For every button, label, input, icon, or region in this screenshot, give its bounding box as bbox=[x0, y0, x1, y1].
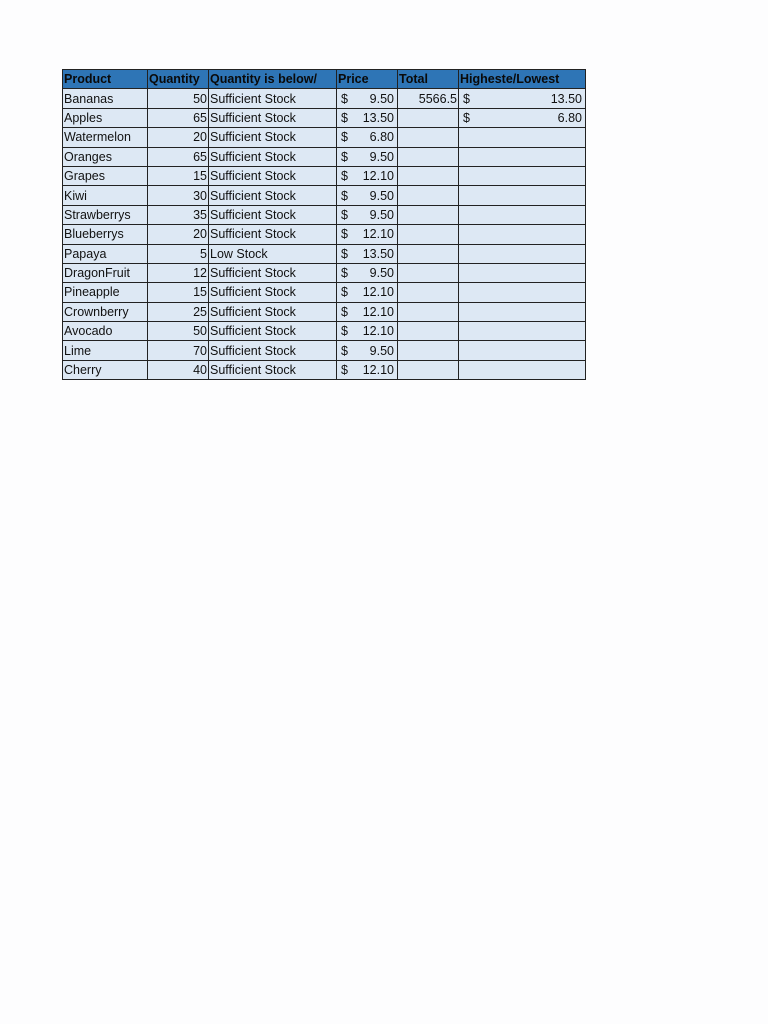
cell-product[interactable]: Avocado bbox=[63, 322, 148, 341]
cell-status[interactable]: Sufficient Stock bbox=[209, 186, 337, 205]
cell-quantity[interactable]: 50 bbox=[148, 322, 209, 341]
currency-symbol: $ bbox=[341, 110, 348, 125]
header-total[interactable]: Total bbox=[398, 70, 459, 89]
price-amount: 13.50 bbox=[362, 110, 394, 125]
table-row bbox=[63, 225, 586, 244]
cell-price[interactable] bbox=[337, 263, 398, 282]
currency-symbol: $ bbox=[341, 324, 348, 339]
currency-symbol: $ bbox=[341, 207, 348, 222]
price-amount: 9.50 bbox=[369, 266, 394, 281]
price-amount: 9.50 bbox=[369, 207, 394, 222]
header-quantity[interactable]: Quantity bbox=[148, 70, 209, 89]
cell-status[interactable]: Low Stock bbox=[209, 244, 337, 263]
price-amount: 12.10 bbox=[362, 304, 394, 319]
cell-total[interactable] bbox=[398, 302, 459, 321]
cell-price[interactable] bbox=[337, 360, 398, 379]
cell-status[interactable]: Sufficient Stock bbox=[209, 302, 337, 321]
table-row bbox=[63, 166, 586, 185]
table-body bbox=[63, 89, 586, 380]
cell-status[interactable]: Sufficient Stock bbox=[209, 283, 337, 302]
cell-status[interactable]: Sufficient Stock bbox=[209, 360, 337, 379]
cell-total[interactable] bbox=[398, 244, 459, 263]
price-value bbox=[338, 109, 396, 127]
header-price[interactable]: Price bbox=[337, 70, 398, 89]
currency-symbol: $ bbox=[341, 266, 348, 281]
header-highest-lowest[interactable]: Higheste/Lowest bbox=[459, 70, 586, 89]
price-amount: 9.50 bbox=[369, 149, 394, 164]
currency-symbol: $ bbox=[341, 285, 348, 300]
cell-highest-lowest[interactable] bbox=[459, 263, 586, 282]
currency-symbol: $ bbox=[341, 227, 348, 242]
currency-symbol: $ bbox=[463, 110, 470, 125]
cell-highest-lowest[interactable] bbox=[459, 360, 586, 379]
cell-product[interactable]: Cherry bbox=[63, 360, 148, 379]
currency-symbol: $ bbox=[341, 130, 348, 145]
cell-total[interactable] bbox=[398, 283, 459, 302]
price-value bbox=[338, 264, 396, 282]
cell-highest-lowest[interactable] bbox=[459, 205, 586, 224]
table-row bbox=[63, 341, 586, 360]
currency-symbol: $ bbox=[463, 91, 470, 106]
price-value bbox=[338, 322, 396, 340]
cell-status[interactable]: Sufficient Stock bbox=[209, 128, 337, 147]
cell-product[interactable]: Lime bbox=[63, 341, 148, 360]
cell-highest-lowest[interactable] bbox=[459, 128, 586, 147]
cell-price[interactable] bbox=[337, 128, 398, 147]
cell-quantity[interactable]: 70 bbox=[148, 341, 209, 360]
price-value bbox=[338, 128, 396, 146]
cell-product[interactable]: Apples bbox=[63, 108, 148, 127]
price-amount: 12.10 bbox=[362, 363, 394, 378]
table-row bbox=[63, 147, 586, 166]
cell-quantity[interactable]: 40 bbox=[148, 360, 209, 379]
table-row bbox=[63, 108, 586, 127]
inventory-table bbox=[62, 69, 586, 380]
price-amount: 6.80 bbox=[369, 130, 394, 145]
cell-price[interactable] bbox=[337, 302, 398, 321]
cell-status[interactable]: Sufficient Stock bbox=[209, 89, 337, 108]
cell-quantity[interactable]: 5 bbox=[148, 244, 209, 263]
cell-quantity[interactable]: 35 bbox=[148, 205, 209, 224]
cell-product[interactable]: Pineapple bbox=[63, 283, 148, 302]
cell-status[interactable]: Sufficient Stock bbox=[209, 205, 337, 224]
price-value bbox=[338, 283, 396, 301]
table-row bbox=[63, 263, 586, 282]
table-row bbox=[63, 283, 586, 302]
cell-price[interactable] bbox=[337, 341, 398, 360]
lowest-amount: 6.80 bbox=[557, 110, 582, 125]
cell-quantity[interactable]: 12 bbox=[148, 263, 209, 282]
table-row bbox=[63, 205, 586, 224]
cell-status[interactable]: Sufficient Stock bbox=[209, 108, 337, 127]
cell-product[interactable]: Grapes bbox=[63, 166, 148, 185]
currency-symbol: $ bbox=[341, 188, 348, 203]
lowest-value bbox=[460, 109, 584, 127]
table-row bbox=[63, 322, 586, 341]
cell-highest-lowest[interactable] bbox=[459, 186, 586, 205]
cell-total[interactable] bbox=[398, 360, 459, 379]
cell-price[interactable] bbox=[337, 166, 398, 185]
cell-highest-lowest[interactable] bbox=[459, 225, 586, 244]
table-row bbox=[63, 360, 586, 379]
currency-symbol: $ bbox=[341, 363, 348, 378]
currency-symbol: $ bbox=[341, 149, 348, 164]
cell-highest-lowest[interactable] bbox=[459, 166, 586, 185]
cell-status[interactable]: Sufficient Stock bbox=[209, 166, 337, 185]
cell-total[interactable] bbox=[398, 341, 459, 360]
header-status[interactable]: Quantity is below/ bbox=[209, 70, 337, 89]
cell-total[interactable] bbox=[398, 108, 459, 127]
cell-quantity[interactable]: 25 bbox=[148, 302, 209, 321]
price-value bbox=[338, 245, 396, 263]
cell-product[interactable]: Blueberrys bbox=[63, 225, 148, 244]
cell-highest-lowest[interactable] bbox=[459, 108, 586, 127]
cell-price[interactable] bbox=[337, 89, 398, 108]
price-amount: 9.50 bbox=[369, 343, 394, 358]
cell-total[interactable] bbox=[398, 322, 459, 341]
cell-price[interactable] bbox=[337, 186, 398, 205]
header-row bbox=[63, 70, 586, 89]
currency-symbol: $ bbox=[341, 304, 348, 319]
cell-status[interactable]: Sufficient Stock bbox=[209, 147, 337, 166]
cell-product[interactable]: Watermelon bbox=[63, 128, 148, 147]
header-product[interactable]: Product bbox=[63, 70, 148, 89]
cell-quantity[interactable]: 30 bbox=[148, 186, 209, 205]
price-value bbox=[338, 206, 396, 224]
table-row bbox=[63, 186, 586, 205]
cell-total[interactable] bbox=[398, 166, 459, 185]
cell-quantity[interactable]: 50 bbox=[148, 89, 209, 108]
price-amount: 12.10 bbox=[362, 285, 394, 300]
currency-symbol: $ bbox=[341, 343, 348, 358]
cell-highest-lowest[interactable] bbox=[459, 283, 586, 302]
cell-quantity[interactable]: 20 bbox=[148, 128, 209, 147]
cell-price[interactable] bbox=[337, 205, 398, 224]
price-value bbox=[338, 342, 396, 360]
price-value bbox=[338, 148, 396, 166]
cell-product[interactable]: Bananas bbox=[63, 89, 148, 108]
cell-highest-lowest[interactable] bbox=[459, 341, 586, 360]
cell-status[interactable]: Sufficient Stock bbox=[209, 225, 337, 244]
cell-price[interactable] bbox=[337, 147, 398, 166]
cell-total[interactable] bbox=[398, 225, 459, 244]
cell-status[interactable]: Sufficient Stock bbox=[209, 322, 337, 341]
cell-highest-lowest[interactable] bbox=[459, 302, 586, 321]
cell-highest-lowest[interactable] bbox=[459, 147, 586, 166]
price-value bbox=[338, 225, 396, 243]
table-row bbox=[63, 244, 586, 263]
cell-quantity[interactable]: 20 bbox=[148, 225, 209, 244]
cell-total[interactable] bbox=[398, 205, 459, 224]
cell-product[interactable]: DragonFruit bbox=[63, 263, 148, 282]
cell-price[interactable] bbox=[337, 283, 398, 302]
cell-price[interactable] bbox=[337, 322, 398, 341]
cell-quantity[interactable]: 65 bbox=[148, 147, 209, 166]
cell-product[interactable]: Crownberry bbox=[63, 302, 148, 321]
price-amount: 12.10 bbox=[362, 169, 394, 184]
cell-status[interactable]: Sufficient Stock bbox=[209, 341, 337, 360]
cell-quantity[interactable]: 15 bbox=[148, 166, 209, 185]
table-row bbox=[63, 89, 586, 108]
cell-quantity[interactable]: 65 bbox=[148, 108, 209, 127]
currency-symbol: $ bbox=[341, 91, 348, 106]
price-amount: 9.50 bbox=[369, 188, 394, 203]
price-amount: 12.10 bbox=[362, 324, 394, 339]
cell-total[interactable] bbox=[398, 147, 459, 166]
cell-total[interactable] bbox=[398, 128, 459, 147]
price-value bbox=[338, 90, 396, 108]
cell-quantity[interactable]: 15 bbox=[148, 283, 209, 302]
cell-product[interactable]: Kiwi bbox=[63, 186, 148, 205]
cell-product[interactable]: Strawberrys bbox=[63, 205, 148, 224]
table-row bbox=[63, 128, 586, 147]
price-amount: 9.50 bbox=[369, 91, 394, 106]
price-amount: 13.50 bbox=[362, 246, 394, 261]
cell-price[interactable] bbox=[337, 244, 398, 263]
highest-value bbox=[460, 90, 584, 108]
cell-total[interactable]: 5566.5 bbox=[398, 89, 459, 108]
cell-highest-lowest[interactable] bbox=[459, 322, 586, 341]
price-amount: 12.10 bbox=[362, 227, 394, 242]
currency-symbol: $ bbox=[341, 169, 348, 184]
highest-amount: 13.50 bbox=[550, 91, 582, 106]
cell-total[interactable] bbox=[398, 186, 459, 205]
price-value bbox=[338, 303, 396, 321]
table-row bbox=[63, 302, 586, 321]
cell-price[interactable] bbox=[337, 108, 398, 127]
price-value bbox=[338, 167, 396, 185]
cell-status[interactable]: Sufficient Stock bbox=[209, 263, 337, 282]
cell-highest-lowest[interactable] bbox=[459, 89, 586, 108]
currency-symbol: $ bbox=[341, 246, 348, 261]
cell-highest-lowest[interactable] bbox=[459, 244, 586, 263]
cell-product[interactable]: Papaya bbox=[63, 244, 148, 263]
cell-total[interactable] bbox=[398, 263, 459, 282]
price-value bbox=[338, 361, 396, 379]
cell-price[interactable] bbox=[337, 225, 398, 244]
price-value bbox=[338, 187, 396, 205]
cell-product[interactable]: Oranges bbox=[63, 147, 148, 166]
